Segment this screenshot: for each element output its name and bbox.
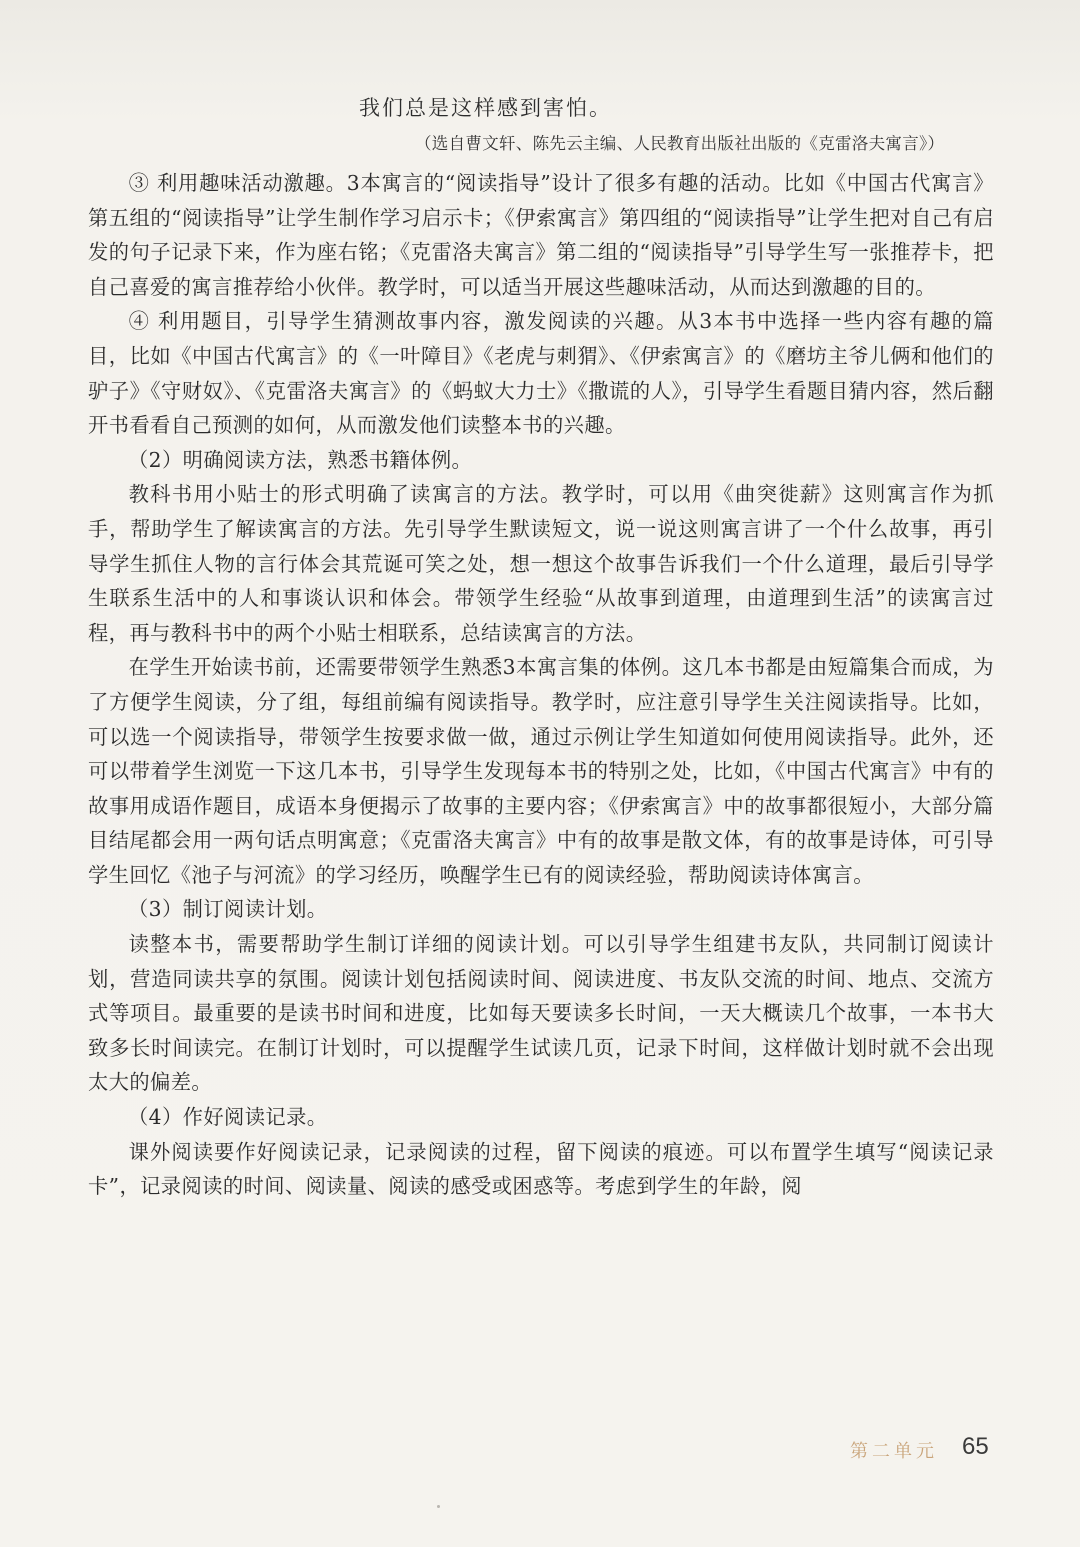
paragraph-activity-interest: ③ 利用趣味活动激趣。3本寓言的“阅读指导”设计了很多有趣的活动。比如《中国古代寓言》第五组的“阅读指导”让学生制作学习启示卡；《伊索寓言》第四组的“阅读指导”让学生把对自己有启发的句子记录下来，作为座右铭；《克雷洛夫寓言》第二组的“阅读指导”引导学生写一张推荐卡，把自己喜爱的寓言推荐给小伙伴。教学时，可以适当开展这些趣味活动，从而达到激趣的目的。 <box>88 171 994 299</box>
poem-closing-line: 我们总是这样感到害怕。 <box>359 96 612 120</box>
scan-speck <box>437 1505 440 1508</box>
section-heading-reading-record: （4）作好阅读记录。 <box>128 1105 328 1130</box>
paragraph-reading-plan: 读整本书，需要帮助学生制订详细的阅读计划。可以引导学生组建书友队，共同制订阅读计划，营造同读共享的氛围。阅读计划包括阅读时间、阅读进度、书友队交流的时间、地点、交流方式等项目。最重要的是读书时间和进度，比如每天要读多长时间，一天大概读几个故事，一本书大致多长时间读完。在制订计划时，可以提醒学生试读几页，记录下时间，这样做计划时就不会出现太大的偏差。 <box>88 932 994 1095</box>
paragraph-title-prediction: ④ 利用题目，引导学生猜测故事内容，激发阅读的兴趣。从3本书中选择一些内容有趣的篇目，比如《中国古代寓言》的《一叶障目》《老虎与刺猬》、《伊索寓言》的《磨坊主爷儿俩和他们的驴子》《守财奴》、《克雷洛夫寓言》的《蚂蚁大力士》《撒谎的人》，引导学生看题目猜内容，然后翻开书看看自己预测的如何，从而激发他们读整本书的兴趣。 <box>88 309 994 438</box>
page-number: 65 <box>962 1433 989 1460</box>
paragraph-reading-method: 教科书用小贴士的形式明确了读寓言的方法。教学时，可以用《曲突徙薪》这则寓言作为抓手，帮助学生了解读寓言的方法。先引导学生默读短文，说一说这则寓言讲了一个什么故事，再引导学生抓住人物的言行体会其荒诞可笑之处，想一想这个故事告诉我们一个什么道理，最后引导学生联系生活中的人和事谈认识和体会。带领学生经验“从故事到道理，由道理到生活”的读寓言过程，再与教科书中的两个小贴士相联系，总结读寓言的方法。 <box>88 482 994 645</box>
section-heading-reading-plan: （3）制订阅读计划。 <box>128 897 328 922</box>
paragraph-book-structure: 在学生开始读书前，还需要带领学生熟悉3本寓言集的体例。这几本书都是由短篇集合而成，为了方便学生阅读，分了组，每组前编有阅读指导。教学时，应注意引导学生关注阅读指导。比如，可以选一个阅读指导，带领学生按要求做一做，通过示例让学生知道如何使用阅读指导。此外，还可以带着学生浏览一下这几本书，引导学生发现每本书的特别之处，比如，《中国古代寓言》中有的故事用成语作题目，成语本身便揭示了故事的主要内容；《伊索寓言》中的故事都很短小，大部分篇目结尾都会用一两句话点明寓意；《克雷洛夫寓言》中有的故事是散文体，有的故事是诗体，可引导学生回忆《池子与河流》的学习经历，唤醒学生已有的阅读经验，帮助阅读诗体寓言。 <box>88 655 994 887</box>
paragraph-reading-record: 课外阅读要作好阅读记录，记录阅读的过程，留下阅读的痕迹。可以布置学生填写“阅读记录卡”，记录阅读的时间、阅读量、阅读的感受或困惑等。考虑到学生的年龄，阅 <box>88 1139 994 1199</box>
unit-label: 第二单元 <box>850 1441 938 1462</box>
body-text <box>88 166 994 1204</box>
section-heading-reading-method: （2）明确阅读方法，熟悉书籍体例。 <box>128 447 473 472</box>
source-citation: （选自曹文轩、陈先云主编、人民教育出版社出版的《克雷洛夫寓言》） <box>415 134 945 153</box>
